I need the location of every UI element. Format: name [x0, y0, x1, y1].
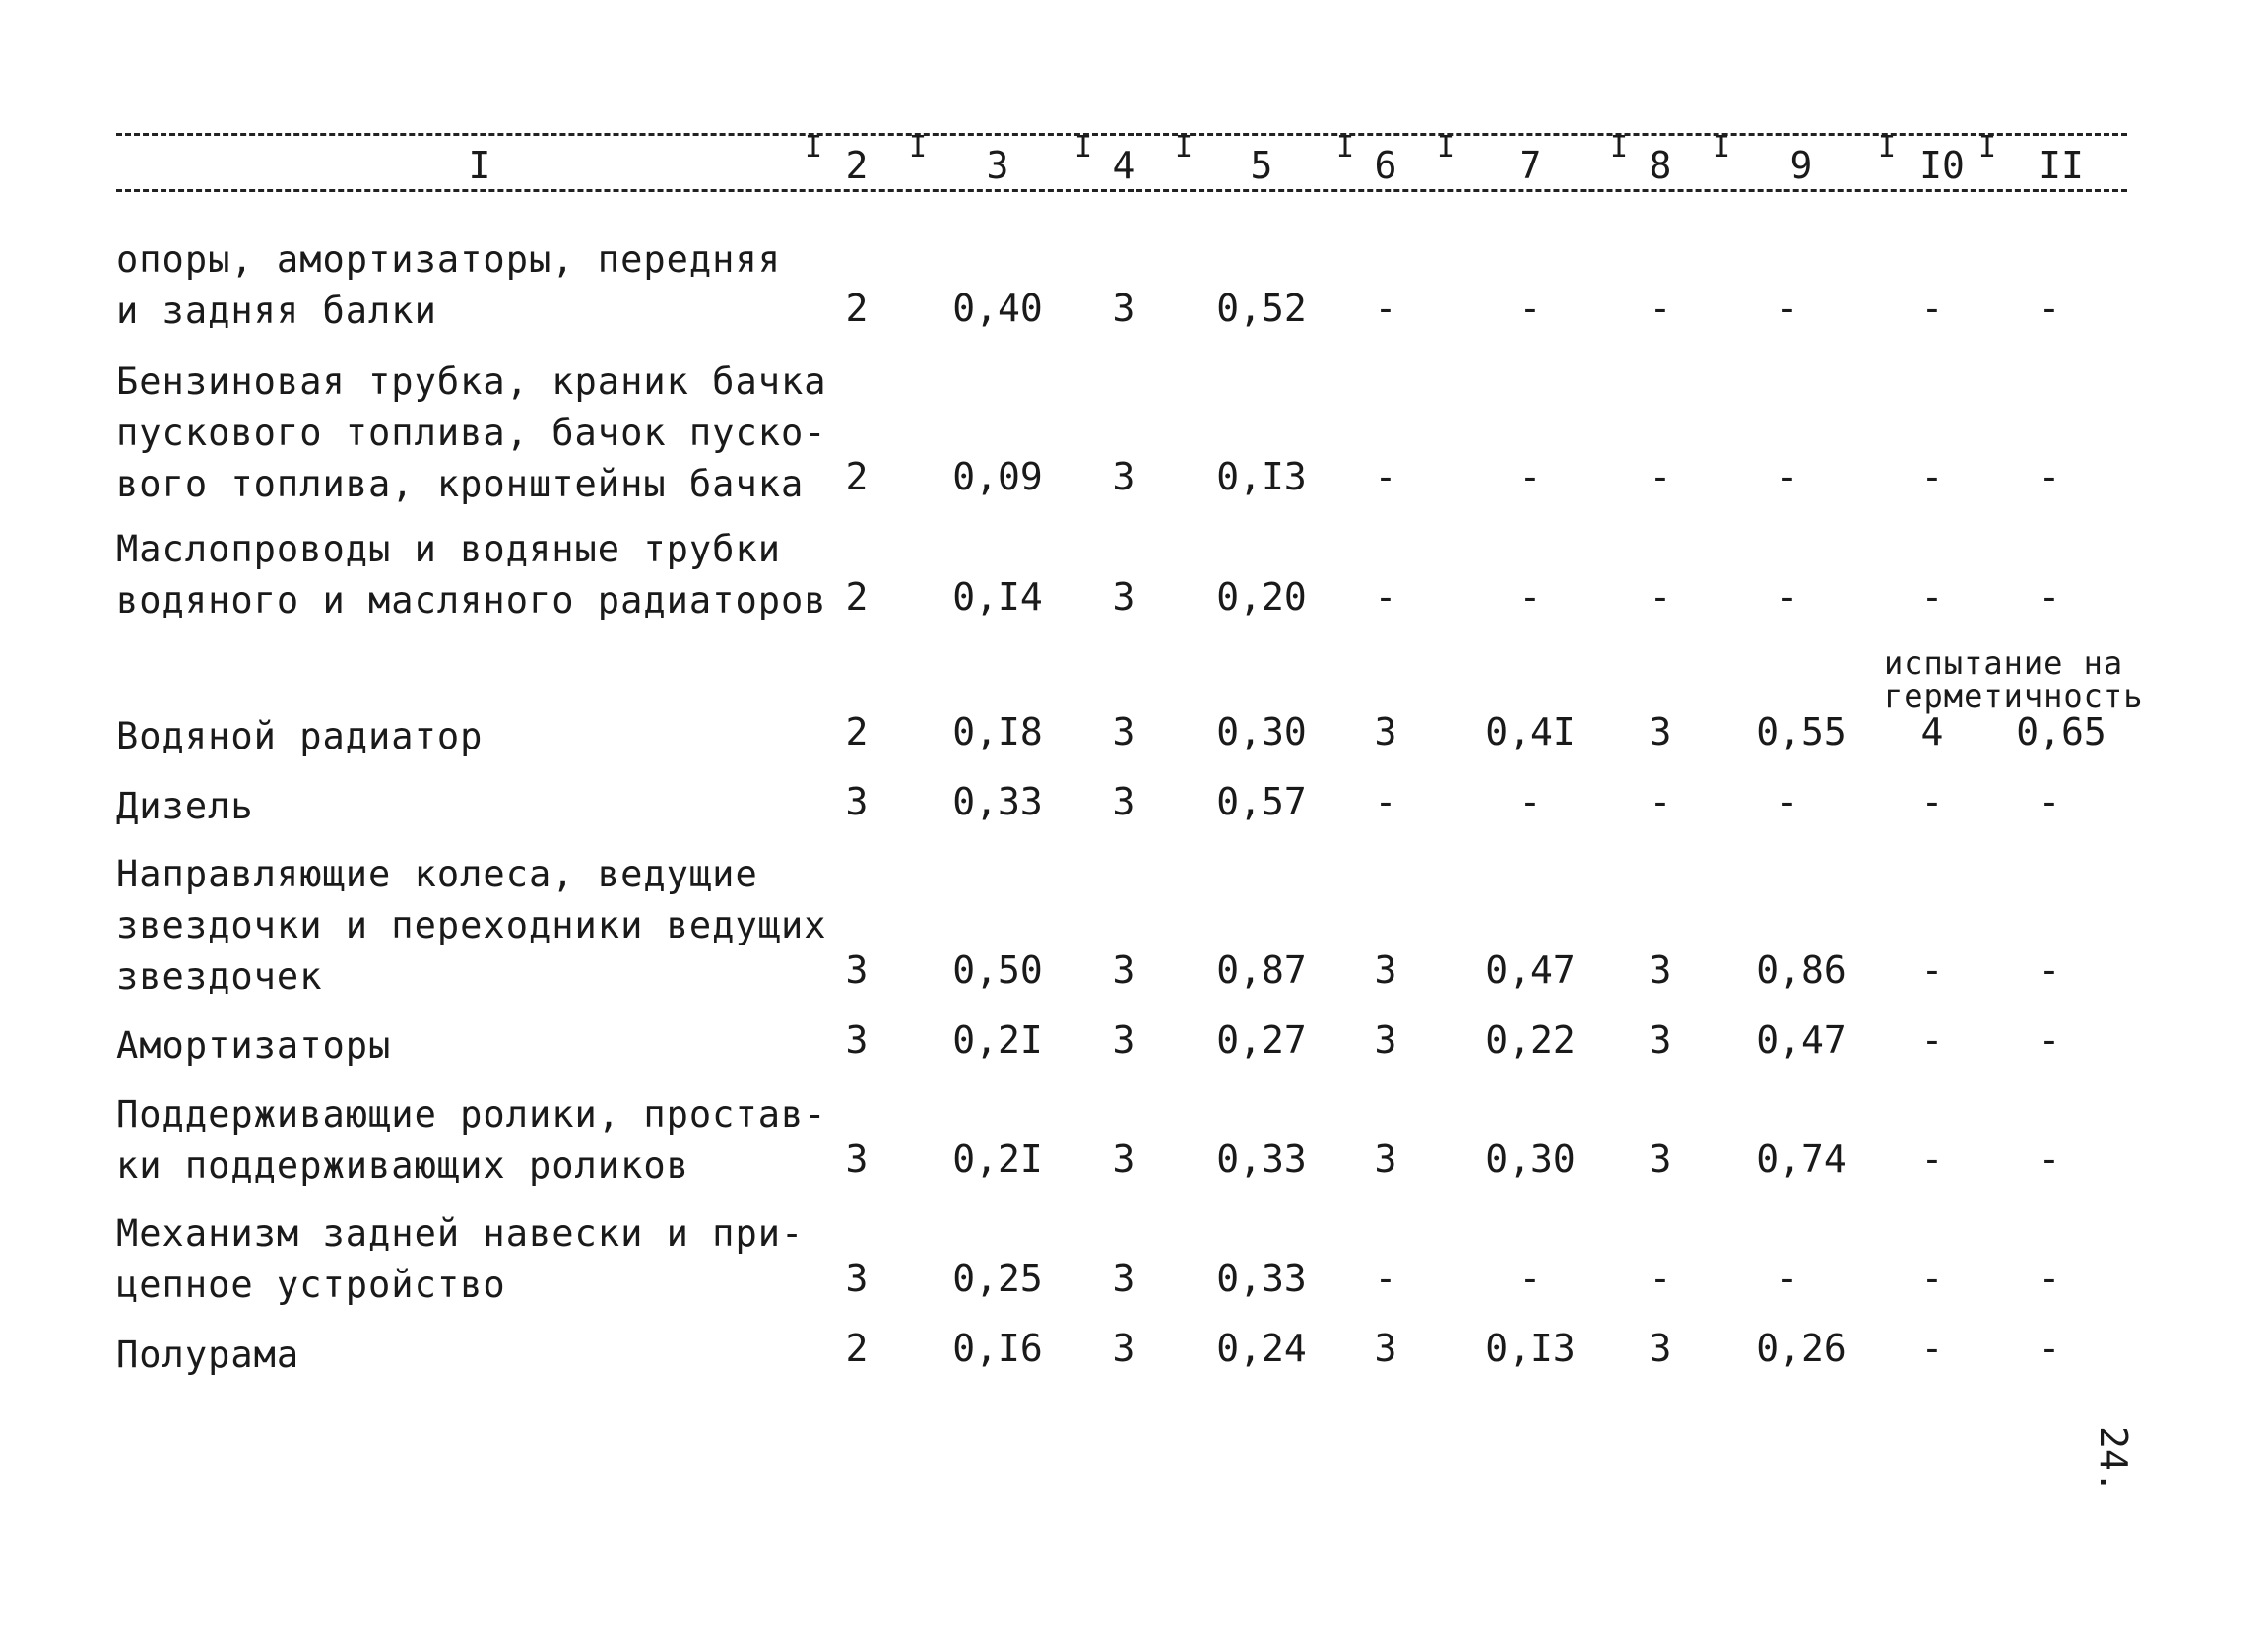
table-cell: -	[1776, 287, 1799, 330]
table-cell: 3	[1112, 1138, 1135, 1181]
table-cell: 3	[845, 948, 869, 992]
column-header-1: I	[468, 144, 491, 187]
table-cell: 3	[1374, 948, 1397, 992]
table-cell: 0,52	[1216, 287, 1307, 330]
table-cell: 0,86	[1756, 948, 1847, 992]
table-cell: -	[1920, 575, 1944, 619]
table-cell: -	[2038, 780, 2061, 823]
column-separator: I	[804, 130, 823, 164]
table-cell: -	[1374, 287, 1397, 330]
column-header-5: 5	[1250, 144, 1273, 187]
column-separator: I	[1335, 130, 1355, 164]
row-label-line: пускового топлива, бачок пуско-	[116, 412, 827, 454]
row-label-line: Механизм задней навески и при-	[116, 1212, 805, 1255]
row-label-line: Дизель	[116, 785, 254, 827]
table-cell: 0,40	[952, 287, 1043, 330]
table-cell: 3	[1374, 1018, 1397, 1062]
table-cell: 0,30	[1485, 1138, 1576, 1181]
column-separator: I	[1073, 130, 1093, 164]
column-header-6: 6	[1374, 144, 1397, 187]
table-cell: -	[1776, 780, 1799, 823]
row-label-line: и задняя балки	[116, 290, 437, 332]
row-label-line: опоры, амортизаторы, передняя	[116, 238, 782, 281]
table-cell: 3	[1112, 710, 1135, 753]
table-cell: 2	[845, 455, 869, 498]
table-cell: 3	[1374, 1138, 1397, 1181]
table-cell: -	[1920, 1138, 1944, 1181]
table-cell: 3	[1649, 1018, 1672, 1062]
table-cell: -	[1519, 455, 1542, 498]
column-header-9: 9	[1789, 144, 1813, 187]
table-cell: -	[1374, 780, 1397, 823]
table-cell: -	[2038, 287, 2061, 330]
table-cell: -	[2038, 1018, 2061, 1062]
table-cell: 0,33	[1216, 1138, 1307, 1181]
table-cell: 0,33	[1216, 1257, 1307, 1300]
table-cell: 2	[845, 287, 869, 330]
table-cell: 2	[845, 1327, 869, 1370]
row-label-line: вого топлива, кронштейны бачка	[116, 463, 805, 505]
table-cell: -	[1519, 780, 1542, 823]
table-cell: -	[1776, 575, 1799, 619]
table-cell: 0,87	[1216, 948, 1307, 992]
column-header-11: II	[2039, 144, 2084, 187]
table-cell: 0,27	[1216, 1018, 1307, 1062]
row-label-line: Водяной радиатор	[116, 715, 484, 757]
row-label-line: звездочки и переходники ведущих	[116, 904, 827, 946]
table-cell: 0,25	[952, 1257, 1043, 1300]
column-separator: I	[1712, 130, 1731, 164]
table-cell: -	[1374, 455, 1397, 498]
table-cell: 3	[845, 1138, 869, 1181]
table-cell: 0,33	[952, 780, 1043, 823]
row-label-line: цепное устройство	[116, 1264, 506, 1306]
column-header-4: 4	[1112, 144, 1135, 187]
table-cell: -	[2038, 1257, 2061, 1300]
table-cell: 2	[845, 710, 869, 753]
table-cell: 0,30	[1216, 710, 1307, 753]
row-label-line: Маслопроводы и водяные трубки	[116, 528, 782, 570]
table-cell: 0,I3	[1216, 455, 1307, 498]
table-cell: -	[1920, 1327, 1944, 1370]
table-cell: -	[1649, 1257, 1672, 1300]
column-separator: I	[1609, 130, 1629, 164]
table-cell: -	[1519, 287, 1542, 330]
column-separator: I	[1977, 130, 1997, 164]
table-cell: 0,47	[1756, 1018, 1847, 1062]
table-cell: 0,I3	[1485, 1327, 1576, 1370]
table-cell: 0,I6	[952, 1327, 1043, 1370]
column-separator: I	[1877, 130, 1897, 164]
column-separator: I	[1174, 130, 1194, 164]
table-cell: -	[1649, 780, 1672, 823]
test-note-line: герметичность	[1884, 678, 2144, 715]
table-cell: 0,47	[1485, 948, 1576, 992]
table-cell: 0,57	[1216, 780, 1307, 823]
table-cell: 3	[1112, 780, 1135, 823]
table-cell: 3	[1112, 948, 1135, 992]
table-cell: 0,4I	[1485, 710, 1576, 753]
table-cell: 3	[1112, 455, 1135, 498]
table-cell: -	[2038, 455, 2061, 498]
table-cell: 3	[845, 1257, 869, 1300]
table-cell: -	[1920, 1018, 1944, 1062]
table-cell: 3	[1374, 710, 1397, 753]
row-label-line: Бензиновая трубка, краник бачка	[116, 360, 827, 403]
table-cell: 3	[1649, 1138, 1672, 1181]
table-cell: 3	[1649, 948, 1672, 992]
column-header-8: 8	[1649, 144, 1672, 187]
column-header-2: 2	[845, 144, 869, 187]
table-cell: 3	[1112, 287, 1135, 330]
row-label-line: звездочек	[116, 955, 323, 998]
table-cell: -	[1920, 780, 1944, 823]
table-cell: 0,2I	[952, 1138, 1043, 1181]
table-cell: 3	[1112, 1018, 1135, 1062]
table-cell: -	[1920, 1257, 1944, 1300]
row-label-line: Амортизаторы	[116, 1024, 392, 1067]
column-header-10: I0	[1919, 144, 1965, 187]
table-cell: 0,20	[1216, 575, 1307, 619]
test-note-line: испытание на	[1884, 644, 2124, 682]
table-cell: -	[2038, 1138, 2061, 1181]
column-separator: I	[908, 130, 928, 164]
table-cell: 3	[1649, 1327, 1672, 1370]
page-number: 24.	[2092, 1426, 2135, 1494]
table-cell: 4	[1920, 710, 1944, 753]
table-cell: -	[1920, 455, 1944, 498]
table-cell: 0,09	[952, 455, 1043, 498]
table-cell: -	[1649, 575, 1672, 619]
table-cell: -	[1519, 1257, 1542, 1300]
table-cell: 3	[1112, 1257, 1135, 1300]
row-label-line: Поддерживающие ролики, простав-	[116, 1093, 827, 1136]
table-cell: -	[2038, 948, 2061, 992]
table-cell: -	[1374, 1257, 1397, 1300]
table-cell: -	[1920, 287, 1944, 330]
table-cell: 2	[845, 575, 869, 619]
table-cell: 0,24	[1216, 1327, 1307, 1370]
row-label-line: водяного и масляного радиаторов	[116, 579, 827, 621]
table-cell: 3	[1112, 575, 1135, 619]
table-cell: -	[2038, 1327, 2061, 1370]
table-cell: -	[2038, 575, 2061, 619]
table-cell: -	[1649, 287, 1672, 330]
table-cell: 0,55	[1756, 710, 1847, 753]
table-cell: 0,2I	[952, 1018, 1043, 1062]
table-cell: 0,65	[2016, 710, 2106, 753]
table-cell: 0,I4	[952, 575, 1043, 619]
row-label-line: ки поддерживающих роликов	[116, 1144, 689, 1187]
table-cell: -	[1776, 455, 1799, 498]
table-cell: 3	[1112, 1327, 1135, 1370]
table-cell: -	[1519, 575, 1542, 619]
table-cell: 0,I8	[952, 710, 1043, 753]
table-cell: -	[1920, 948, 1944, 992]
table-cell: 0,22	[1485, 1018, 1576, 1062]
table-cell: -	[1776, 1257, 1799, 1300]
table-cell: 0,74	[1756, 1138, 1847, 1181]
column-separator: I	[1436, 130, 1456, 164]
row-label-line: Направляющие колеса, ведущие	[116, 853, 758, 895]
table-cell: 3	[845, 1018, 869, 1062]
column-header-7: 7	[1519, 144, 1542, 187]
row-label-line: Полурама	[116, 1334, 300, 1376]
header-bottom-rule	[116, 189, 2127, 192]
table-cell: 0,26	[1756, 1327, 1847, 1370]
table-cell: 3	[845, 780, 869, 823]
table-cell: -	[1374, 575, 1397, 619]
header-top-rule	[116, 133, 2127, 136]
table-cell: 3	[1649, 710, 1672, 753]
table-cell: 0,50	[952, 948, 1043, 992]
table-cell: -	[1649, 455, 1672, 498]
column-header-3: 3	[986, 144, 1009, 187]
table-cell: 3	[1374, 1327, 1397, 1370]
